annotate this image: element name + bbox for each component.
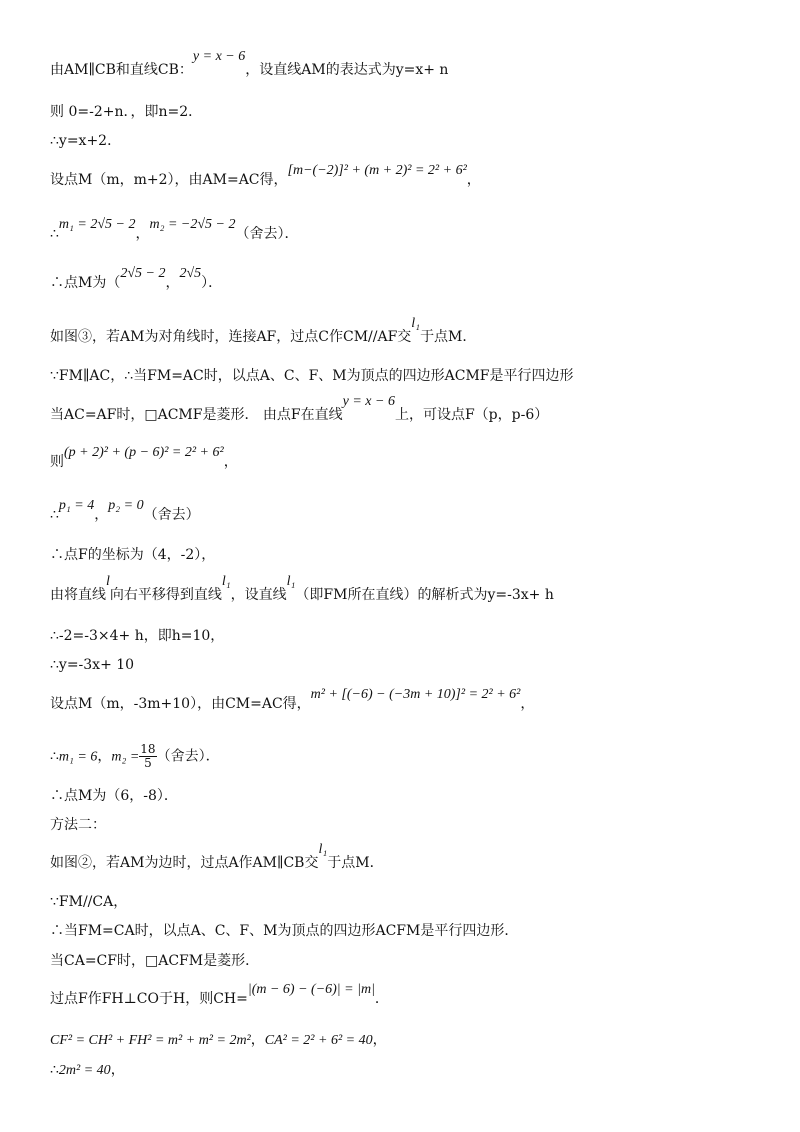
- text: ，: [466, 172, 481, 188]
- text: ，: [250, 1032, 265, 1048]
- text-line-4: [50, 163, 481, 191]
- text: 如图②，若AM为边时，过点A作AM∥CB交: [50, 855, 319, 871]
- text: ∴: [50, 507, 59, 523]
- text: 当CA=CF时，□ACFM是菱形．: [50, 953, 260, 969]
- text: ∴-2=-3×4+ h，即h=10，: [50, 628, 225, 644]
- formula: m₂ =: [111, 749, 140, 765]
- fraction-denominator: 5: [144, 756, 152, 770]
- text: ，: [110, 1062, 125, 1078]
- text: ，设直线AM的表达式为y=x+ n: [245, 62, 449, 78]
- formula: l₁: [286, 574, 296, 589]
- text-line-13: [50, 574, 554, 606]
- formula: 2√5 − 2: [120, 266, 166, 281]
- formula: 2√5: [179, 266, 202, 281]
- text: 上，可设点F（p，p-6）: [394, 407, 549, 423]
- text-line-15: [50, 655, 134, 675]
- text: 则 0=-2+n．，即n=2．: [50, 104, 203, 120]
- text: 设点M（m，m+2），由AM=AC得，: [50, 172, 288, 188]
- text-line-5: [50, 217, 299, 245]
- formula: CA² = 2² + 6² = 40: [264, 1033, 373, 1048]
- text: ）．: [201, 275, 223, 291]
- text: ，: [97, 748, 112, 765]
- text: ∴: [50, 1062, 59, 1078]
- text: 当AC=AF时，□ACMF是菱形． 由点F在直线: [50, 407, 343, 423]
- text-line-1: [50, 49, 449, 81]
- text-line-22: [50, 921, 518, 941]
- text: 则: [50, 454, 64, 470]
- text: 由AM∥CB和直线CB：: [50, 62, 193, 78]
- text-line-24: [50, 982, 389, 1010]
- text-line-11: [50, 498, 200, 526]
- text: （即FM所在直线）的解析式为y=-3x+ h: [295, 587, 554, 603]
- formula: |(m − 6) − (−6)| = |m|: [247, 982, 375, 997]
- formula: l₁: [411, 316, 421, 331]
- text-line-9: [50, 394, 549, 426]
- text: 向右平移得到直线: [109, 587, 222, 603]
- formula: p₁ = 4: [58, 498, 95, 513]
- text: （舍去）．: [156, 748, 220, 765]
- text-line-17: [50, 743, 220, 770]
- text-line-3: [50, 131, 121, 151]
- text-line-2: [50, 102, 202, 122]
- text: ∴点F的坐标为（4，-2），: [50, 547, 216, 563]
- formula: m² + [(−6) − (−3m + 10)]² = 2² + 6²: [310, 687, 521, 702]
- text: ，: [94, 507, 109, 523]
- formula: 2m² = 40: [58, 1063, 111, 1078]
- text-line-21: [50, 892, 127, 912]
- text: 于点M．: [327, 855, 384, 871]
- formula: m₂ = −2√5 − 2: [149, 217, 236, 232]
- formula: y = x − 6: [192, 49, 246, 64]
- formula: y = x − 6: [342, 394, 395, 409]
- text: ∴当FM=CA时，以点A、C、F、M为顶点的四边形ACFM是平行四边形．: [50, 923, 519, 939]
- text: 于点M．: [420, 329, 477, 345]
- formula: l₁: [221, 574, 231, 589]
- text-line-16: [50, 687, 535, 715]
- formula: CF² = CH² + FH² = m² + m² = 2m²: [50, 1033, 251, 1048]
- text: 由将直线: [50, 587, 106, 603]
- text: ∴: [50, 748, 59, 765]
- text: ．: [374, 991, 389, 1007]
- text-line-23: [50, 951, 259, 971]
- formula: m₁ = 6: [58, 749, 98, 765]
- text: ，: [165, 275, 180, 291]
- fraction: [139, 743, 156, 770]
- text-line-7: [50, 316, 477, 348]
- text: ∴: [50, 226, 59, 242]
- formula: [m−(−2)]² + (m + 2)² = 2² + 6²: [287, 163, 467, 178]
- text-line-6: [50, 266, 223, 294]
- text: （舍去）: [143, 507, 200, 523]
- text: ∴点M为（6，-8）．: [50, 788, 178, 804]
- text: （舍去）．: [235, 226, 299, 242]
- text: ，: [135, 226, 150, 242]
- text-line-19: [50, 815, 106, 835]
- text: 设点M（m，-3m+10），由CM=AC得，: [50, 696, 311, 712]
- text: ∵FM∥AC，∴当FM=AC时，以点A、C、F、M为顶点的四边形ACMF是平行四边形: [50, 368, 574, 384]
- text: 方法二：: [50, 817, 106, 833]
- text: ∵FM//CA，: [50, 894, 128, 910]
- text: 如图③，若AM为对角线时，连接AF，过点C作CM//AF交: [50, 329, 412, 345]
- text: 过点F作FH⊥CO于H，则CH=: [50, 991, 248, 1007]
- text-line-20: [50, 842, 384, 874]
- formula: m₁ = 2√5 − 2: [58, 217, 136, 232]
- text-line-10: [50, 445, 238, 473]
- text-line-25: [50, 1030, 387, 1051]
- text-line-8: [50, 366, 574, 386]
- text: ，: [223, 454, 238, 470]
- formula: (p + 2)² + (p − 6)² = 2² + 6²: [64, 445, 224, 460]
- text: ∴点M为（: [50, 275, 121, 291]
- text-line-26: [50, 1060, 125, 1081]
- text: ，: [372, 1032, 387, 1048]
- text: ，设直线: [230, 587, 287, 603]
- formula: p₂ = 0: [108, 498, 144, 513]
- text-line-14: [50, 626, 224, 646]
- formula: l₁: [318, 842, 328, 857]
- text-line-18: [50, 786, 178, 806]
- text: ∴y=x+2．: [50, 133, 122, 149]
- text-line-12: [50, 545, 215, 565]
- formula: l: [106, 574, 110, 589]
- text: ∴y=-3x+ 10: [50, 657, 135, 673]
- text: ，: [520, 696, 535, 712]
- fraction-numerator: 18: [140, 742, 156, 756]
